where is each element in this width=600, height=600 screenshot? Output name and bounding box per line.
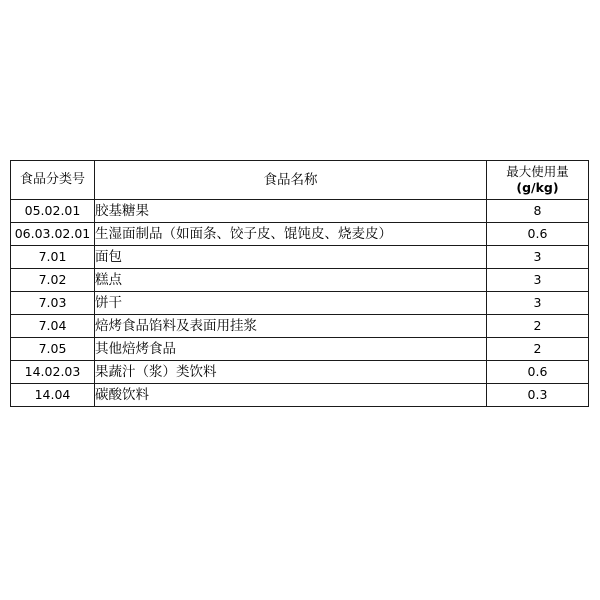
table-row	[11, 200, 589, 223]
column-header-amount	[487, 161, 589, 200]
table-row	[11, 384, 589, 407]
cell-amount: 0.6	[487, 223, 589, 246]
cell-code: 7.02	[11, 269, 95, 292]
table-row	[11, 315, 589, 338]
cell-amount: 3	[487, 246, 589, 269]
cell-name: 面包	[95, 246, 487, 269]
cell-code: 7.04	[11, 315, 95, 338]
cell-code: 7.05	[11, 338, 95, 361]
cell-code: 14.02.03	[11, 361, 95, 384]
cell-name: 其他焙烤食品	[95, 338, 487, 361]
table-row	[11, 338, 589, 361]
cell-code: 06.03.02.01	[11, 223, 95, 246]
cell-code: 7.01	[11, 246, 95, 269]
cell-amount: 3	[487, 269, 589, 292]
table-row	[11, 223, 589, 246]
cell-name: 饼干	[95, 292, 487, 315]
cell-name: 生湿面制品（如面条、饺子皮、馄饨皮、烧麦皮）	[95, 223, 487, 246]
cell-code: 7.03	[11, 292, 95, 315]
cell-name: 碳酸饮料	[95, 384, 487, 407]
cell-amount: 3	[487, 292, 589, 315]
cell-amount: 8	[487, 200, 589, 223]
column-header-amount-label: 最大使用量	[506, 164, 569, 179]
cell-name: 焙烤食品馅料及表面用挂浆	[95, 315, 487, 338]
table-row	[11, 246, 589, 269]
column-header-code: 食品分类号	[11, 161, 95, 200]
column-header-name: 食品名称	[95, 161, 487, 200]
cell-code: 14.04	[11, 384, 95, 407]
table-header	[11, 161, 589, 200]
cell-name: 胶基糖果	[95, 200, 487, 223]
cell-amount: 2	[487, 338, 589, 361]
cell-amount: 0.6	[487, 361, 589, 384]
cell-name: 糕点	[95, 269, 487, 292]
food-additive-table-container	[10, 160, 588, 407]
food-additive-table	[10, 160, 589, 407]
table-header-row	[11, 161, 589, 200]
cell-amount: 0.3	[487, 384, 589, 407]
cell-code: 05.02.01	[11, 200, 95, 223]
cell-name: 果蔬汁（浆）类饮料	[95, 361, 487, 384]
table-body	[11, 200, 589, 407]
table-row	[11, 361, 589, 384]
table-row	[11, 269, 589, 292]
table-row	[11, 292, 589, 315]
column-header-amount-unit: (g/kg)	[516, 180, 559, 195]
cell-amount: 2	[487, 315, 589, 338]
